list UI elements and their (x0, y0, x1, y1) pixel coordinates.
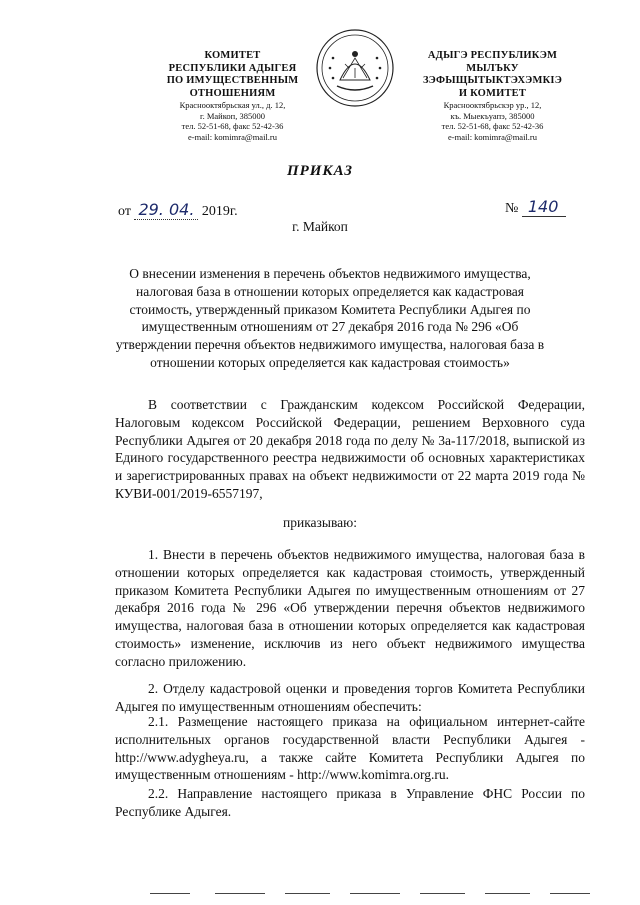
item-1: 1. Внести в перечень объектов недвижимого имущества, налоговая база в отношении которых определяется как кадастровая стоимость, утвержденный приказом Комитета Республики Адыгея по имущественным отношениям от 27 декабря 2016 года № 296 «Об утверждении перечня объектов недвижимого имущества, налоговая база в отношении которых определяется как кадастровая стоимость» изменение, исключив из него объект недвижимого имущества согласно приложению. (115, 547, 585, 669)
item-2-2: 2.2. Направление настоящего приказа в Управление ФНС России по Республике Адыгея. (115, 786, 585, 819)
footer-line (420, 893, 465, 894)
footer-line (285, 893, 330, 894)
address-left-1: Краснооктябрьская ул., д. 12, (179, 100, 286, 110)
address-left-2: г. Майкоп, 385000 (200, 110, 265, 121)
footer-line (350, 893, 400, 894)
email-right: e-mail: komimra@mail.ru (447, 131, 538, 142)
date-prefix: от (118, 204, 131, 219)
org-name-right-line2: МЫЛЪКУ ЗЭФЫЩЫТЫКТЭХЭМКІЭ (422, 62, 563, 86)
order-subject: О внесении изменения в перечень объектов недвижимого имущества, налоговая база в отношении которых определяется как кадастровая стоимость, утвержденный приказом Комитета Республики Адыгея по имущественным отношениям от 27 декабря 2016 года № 296 «Об утверждении перечня объектов недвижимого имущества, налоговая база в отношении которых определяется как кадастровая стоимость» (115, 266, 545, 370)
order-date (118, 200, 238, 220)
item-2: 2. Отделу кадастровой оценки и проведения торгов Комитета Республики Адыгея по имущественным отношениям обеспечить: (115, 681, 585, 714)
org-name-left-line1: КОМИТЕТ (204, 50, 261, 61)
phone-left: тел. 52-51-68, факс 52-42-36 (181, 121, 284, 131)
org-name-left-line2: РЕСПУБЛИКИ АДЫГЕЯ (168, 62, 297, 74)
item-2-1: 2.1. Размещение настоящего приказа на официальном интернет-сайте исполнительных органов государственной власти Республики Адыгея - http://www.adygheya.ru, а также сайте Комитета Республики Адыгея по имущественным отношениям - http://www.komimra.org.ru. (115, 714, 585, 783)
address-right-2: къ. Мыекъуапэ, 385000 (450, 110, 535, 121)
header-left-block (140, 50, 325, 142)
header-right-block (405, 50, 580, 142)
address-right-1: Краснооктябрьскэр ур., 12, (443, 100, 542, 110)
date-year: 2019г. (201, 204, 238, 219)
number-handwritten: 140 (522, 197, 567, 217)
phone-right: тел. 52-51-68, факс 52-42-36 (441, 121, 544, 131)
coat-of-arms-icon (315, 28, 395, 108)
order-word: приказываю: (283, 515, 357, 530)
city: г. Майкоп (292, 219, 348, 234)
footer-line (150, 893, 190, 894)
document-title: ПРИКАЗ (286, 163, 354, 179)
order-number (505, 197, 566, 217)
date-handwritten: 29. 04. (134, 200, 198, 220)
footer-line (550, 893, 590, 894)
email-left: e-mail: komimra@mail.ru (187, 131, 278, 142)
org-name-right-line3: И КОМИТЕТ (458, 87, 527, 99)
org-name-right-line1: АДЫГЭ РЕСПУБЛИКЭМ (427, 50, 558, 61)
org-name-left-line3: ПО ИМУЩЕСТВЕННЫМ ОТНОШЕНИЯМ (166, 75, 299, 99)
footer-line (215, 893, 265, 894)
preamble-paragraph: В соответствии с Гражданским кодексом Российской Федерации, Налоговым кодексом Российской Федерации, решением Верховного суда Республики Адыгея от 20 декабря 2018 года по делу № 3а-117/2018, выпиской из Единого государственного реестра недвижимости об основных характеристиках и зарегистрированных правах на объект недвижимости от 22 марта 2019 года № КУВИ-001/2019-6557197, (115, 397, 585, 501)
number-prefix: № (505, 201, 519, 216)
footer-line (485, 893, 530, 894)
